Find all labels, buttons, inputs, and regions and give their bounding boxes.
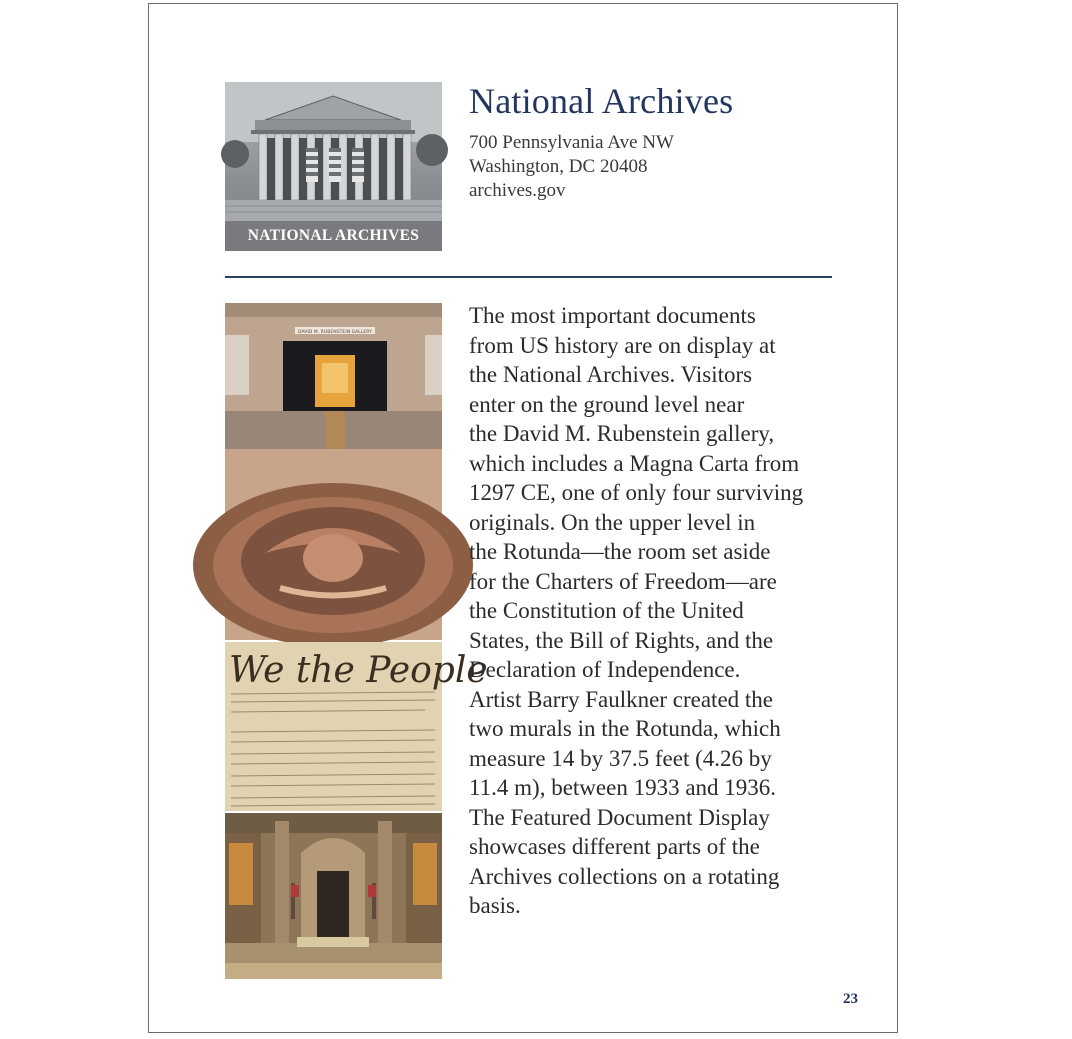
gallery-illustration bbox=[225, 303, 442, 640]
page-number: 23 bbox=[843, 991, 858, 1007]
constitution-document-photo bbox=[225, 642, 488, 811]
address-city: Washington, DC 20408 bbox=[469, 156, 648, 177]
script-heading: We the People bbox=[229, 650, 488, 691]
page-title: National Archives bbox=[469, 81, 734, 121]
rotunda-photo bbox=[225, 813, 442, 979]
gallery-sign: DAVID M. RUBENSTEIN GALLERY bbox=[297, 330, 373, 335]
address-street: 700 Pennsylvania Ave NW bbox=[469, 132, 674, 153]
rotunda-illustration bbox=[225, 813, 442, 979]
rubenstein-gallery-photo bbox=[225, 303, 442, 640]
address-block bbox=[469, 131, 674, 203]
body-paragraph: The most important documents from US history are on display at the National Archives. Visitors enter on the ground level near the David M. Rubenstein gallery, which includes a Magna Carta from 1297 CE, one of only four surviving originals. On the upper level in the Rotunda—the room set aside for the Charters of Freedom—are the Constitution of the United States, the Bill of Rights, and the Declaration of Independence. Artist Barry Faulkner created the two murals in the Rotunda, which measure 14 by 37.5 feet (4.26 by 11.4 m), between 1933 and 1936. The Featured Document Display showcases different parts of the Archives collections on a rotating basis. bbox=[469, 303, 804, 918]
section-divider bbox=[225, 276, 832, 278]
document-illustration bbox=[225, 642, 488, 811]
national-archives-building-photo bbox=[225, 82, 442, 251]
photo-caption: NATIONAL ARCHIVES bbox=[225, 221, 442, 251]
website-link: archives.gov bbox=[469, 180, 566, 201]
